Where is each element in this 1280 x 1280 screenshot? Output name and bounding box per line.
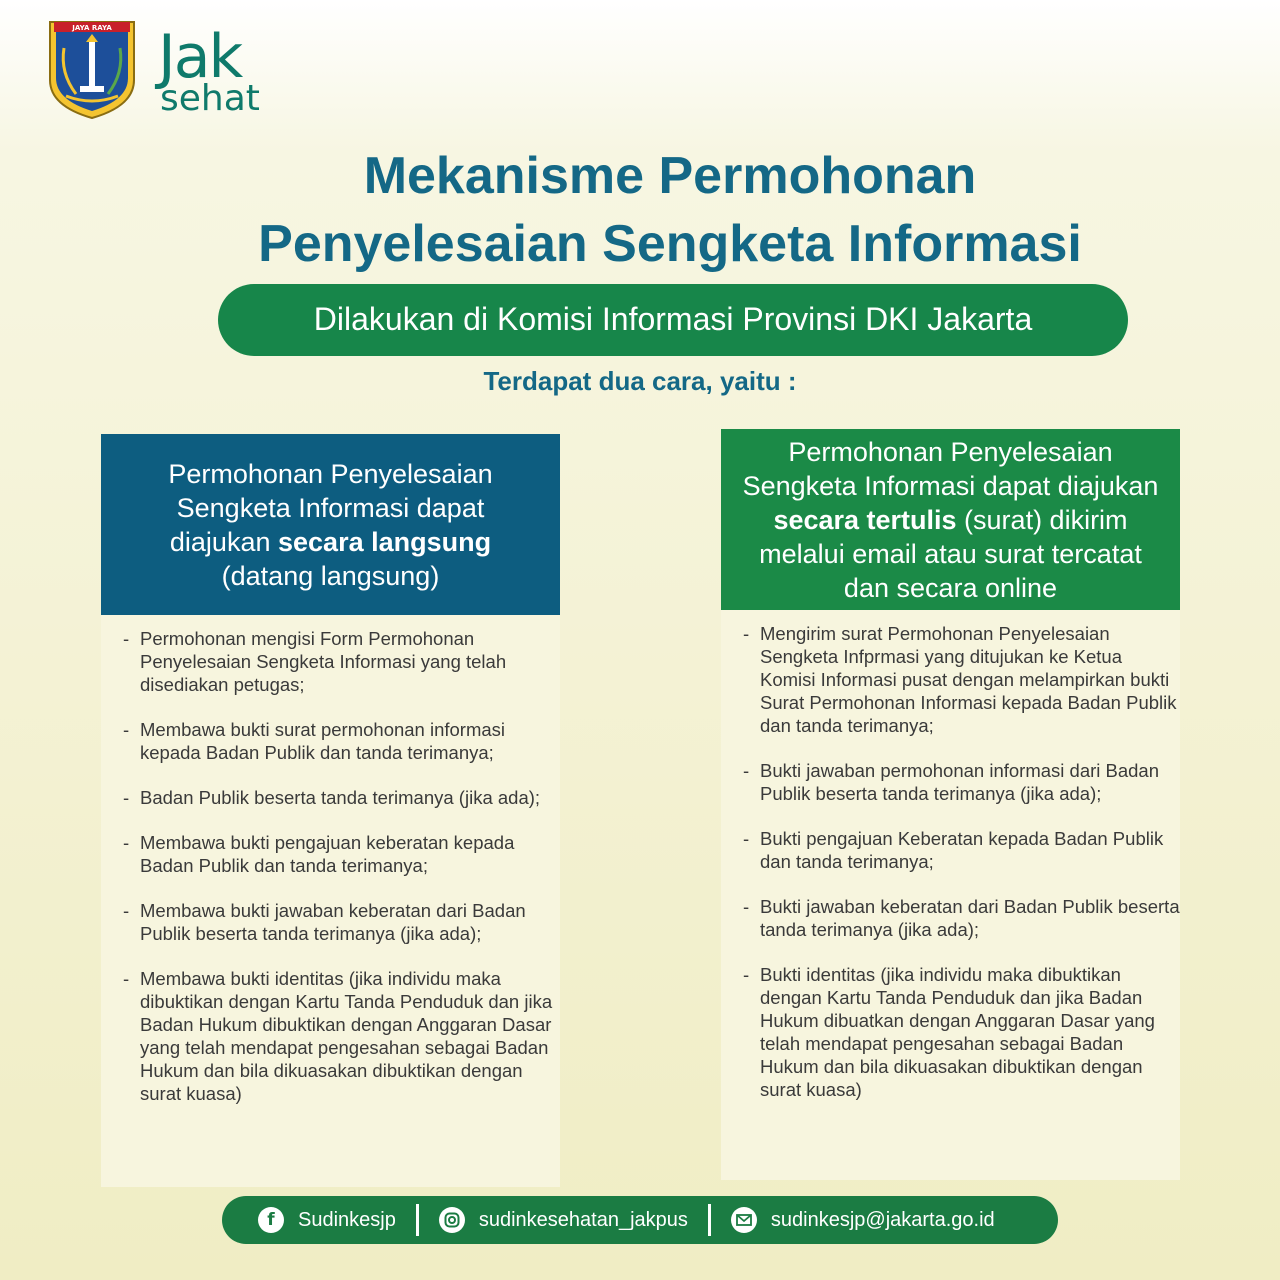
- list-item: - Bukti jawaban keberatan dari Badan Publik beserta tanda terimanya (jika ada);: [741, 895, 1180, 941]
- footer-divider: [416, 1204, 419, 1236]
- list-item: - Bukti jawaban permohonan informasi dari Badan Publik beserta tanda terimanya (jika ada);: [741, 759, 1180, 805]
- mail-icon: [731, 1207, 757, 1233]
- list-item: - Permohonan mengisi Form Permohonan Penyelesaian Sengketa Informasi yang telah disediakan petugas;: [121, 627, 560, 696]
- left-requirements-list: [101, 615, 560, 1105]
- list-item: - Mengirim surat Permohonan Penyelesaian Sengketa Infprmasi yang ditujukan ke Ketua Komisi Informasi pusat dengan melampirkan bukti Surat Permohonan Informasi kepada Badan Publik dan tanda terimanya;: [741, 622, 1180, 737]
- right-head-text-b: (surat) dikirim melalui email atau surat tercatat dan secara online: [759, 504, 1142, 603]
- right-requirements-list: [721, 610, 1180, 1101]
- list-item: - Bukti pengajuan Keberatan kepada Badan Publik dan tanda terimanya;: [741, 827, 1180, 873]
- facebook-link[interactable]: [258, 1207, 396, 1233]
- logo-jak-text: Jak: [158, 22, 242, 92]
- page-title: [170, 142, 1170, 278]
- left-head-text-a: Permohonan Penyelesaian Sengketa Informasi dapat diajukan: [168, 458, 493, 557]
- subheading: Terdapat dua cara, yaitu :: [483, 366, 797, 396]
- title-line-1: Mekanisme Permohonan: [363, 147, 977, 205]
- jaksehat-logo: [158, 22, 288, 119]
- list-item: - Badan Publik beserta tanda terimanya (jika ada);: [121, 786, 560, 809]
- social-footer: [222, 1196, 1058, 1244]
- list-item: - Membawa bukti pengajuan keberatan kepada Badan Publik dan tanda terimanya;: [121, 831, 560, 877]
- right-head-text-a: Permohonan Penyelesaian Sengketa Informasi dapat diajukan: [742, 436, 1159, 501]
- right-head-bold: secara tertulis: [773, 504, 957, 535]
- instagram-icon: [439, 1207, 465, 1233]
- left-box-header: [101, 434, 560, 615]
- jakarta-crest-logo: [46, 18, 138, 120]
- email-address: sudinkesjp@jakarta.go.id: [770, 1208, 995, 1231]
- left-box-body: [101, 615, 560, 1187]
- facebook-icon: f: [258, 1207, 284, 1233]
- facebook-handle: Sudinkesjp: [298, 1208, 396, 1231]
- footer-divider: [708, 1204, 711, 1236]
- left-head-bold: secara langsung: [278, 526, 492, 557]
- title-line-2: Penyelesaian Sengketa Informasi: [258, 215, 1082, 273]
- right-box-header: [721, 429, 1180, 610]
- list-item: - Bukti identitas (jika individu maka dibuktikan dengan Kartu Tanda Penduduk dan jika Badan Hukum dibuatkan dengan Anggaran Dasar yang telah mendapat pengesahan sebagai Badan Hukum dan bila dikuasakan dibuktikan dengan surat kuasa): [741, 963, 1180, 1101]
- left-head-text-b: (datang langsung): [221, 560, 440, 591]
- email-link[interactable]: [731, 1207, 995, 1233]
- right-box-body: [721, 610, 1180, 1180]
- instagram-link[interactable]: [439, 1207, 688, 1233]
- list-item: - Membawa bukti surat permohonan informasi kepada Badan Publik dan tanda terimanya;: [121, 718, 560, 764]
- instagram-handle: sudinkesehatan_jakpus: [478, 1208, 688, 1231]
- crest-banner-text: JAYA RAYA: [72, 24, 112, 32]
- location-banner: Dilakukan di Komisi Informasi Provinsi DKI Jakarta: [218, 284, 1128, 356]
- list-item: - Membawa bukti jawaban keberatan dari Badan Publik beserta tanda terimanya (jika ada);: [121, 899, 560, 945]
- logo-sehat-text: sehat: [160, 78, 260, 119]
- list-item: - Membawa bukti identitas (jika individu maka dibuktikan dengan Kartu Tanda Penduduk dan jika Badan Hukum dibuktikan dengan Anggaran Dasar yang telah mendapat pengesahan sebagai Badan Hukum dan bila dikuasakan dibuktikan dengan surat kuasa): [121, 967, 560, 1105]
